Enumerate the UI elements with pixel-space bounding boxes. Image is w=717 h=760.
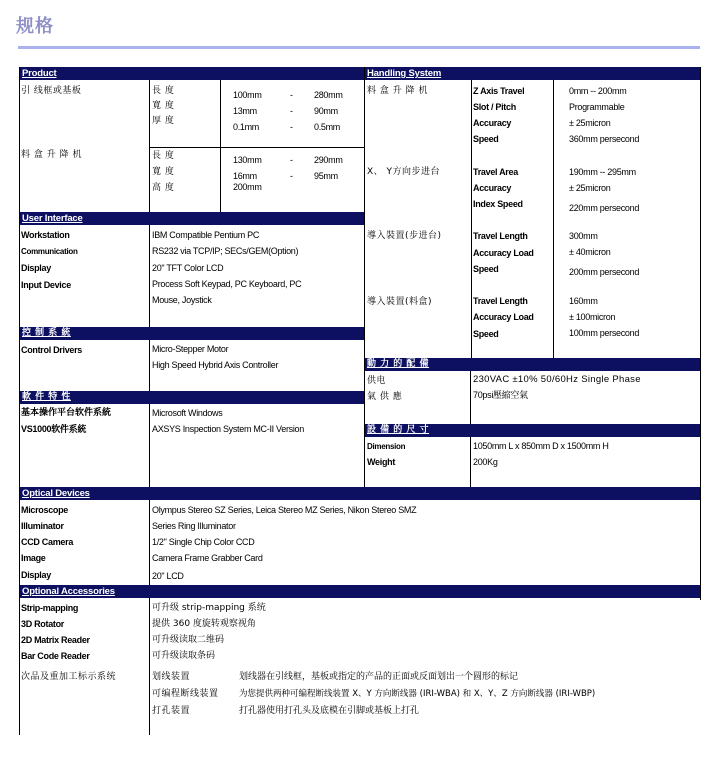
- control-drivers-value: High Speed Hybrid Axis Controller: [152, 360, 279, 370]
- optical-image-value: Camera Frame Grabber Card: [152, 553, 263, 563]
- dimensions-header: 設 備 的 尺 寸: [364, 424, 700, 437]
- accessory-3d-rotator-value: 提供 360 度旋转观察视角: [152, 619, 256, 629]
- handling-magazine-elevator-label: 料 盒 升 降 机: [367, 86, 428, 96]
- software-vs1000-label: VS1000软件系統: [21, 424, 87, 434]
- product-row1-min: 100mm: [233, 90, 262, 100]
- handling-item-value: 0mm -- 200mm: [569, 86, 627, 96]
- optical-illuminator-label: Illuminator: [21, 521, 64, 531]
- user-interface-header: User Interface: [19, 212, 364, 225]
- handling-header: Handling System: [364, 67, 700, 80]
- page-title: 规格: [16, 16, 54, 37]
- product-row1-max: 90mm: [314, 106, 338, 116]
- handling-xy-stage-label: X、 Y方向步进台: [367, 167, 441, 177]
- center-divider: [364, 67, 365, 487]
- product-row1-label: 引 线框或基板: [21, 86, 82, 96]
- dimension-label: Dimension: [367, 442, 406, 451]
- handling-item-name: Speed: [473, 329, 499, 339]
- handling-loader-stage-label: 導入裝置(步进台): [367, 231, 442, 241]
- handling-item-value: 190mm -- 295mm: [569, 167, 636, 177]
- handling-value-divider: [553, 80, 554, 358]
- weight-label: Weight: [367, 457, 396, 467]
- handling-loader-magazine-label: 導入裝置(料盒): [367, 297, 433, 307]
- accessory-barcode-label: Bar Code Reader: [21, 651, 90, 661]
- optical-display-value: 20" LCD: [152, 571, 184, 581]
- handling-item-name: Accuracy Load: [473, 312, 534, 322]
- air-supply-value: 70psi壓縮空氣: [473, 390, 528, 400]
- product-row1-max: 0.5mm: [314, 122, 341, 132]
- accessory-barcode-value: 可升级读取条码: [152, 651, 216, 661]
- handling-item-name: Accuracy Load: [473, 248, 534, 258]
- left-column-divider: [149, 80, 150, 212]
- handling-item-name: Speed: [473, 134, 499, 144]
- accessory-3d-rotator-label: 3D Rotator: [21, 619, 65, 629]
- handling-item-value: 220mm persecond: [569, 203, 640, 213]
- handling-item-value: 200mm persecond: [569, 267, 640, 277]
- accessory-2d-matrix-value: 可升级读取二维码: [152, 635, 225, 645]
- product-row1-min: 0.1mm: [233, 122, 260, 132]
- power-supply-value: 230VAC ±10% 50/60Hz Single Phase: [473, 374, 641, 385]
- handling-item-value: 160mm: [569, 296, 598, 306]
- range-dash: -: [290, 155, 293, 165]
- title-divider: [18, 46, 700, 49]
- table-border-right: [700, 67, 701, 600]
- left-column-divider: [149, 340, 150, 391]
- product-row2-height-label: 高 度: [152, 183, 175, 193]
- control-drivers-label: Control Drivers: [21, 345, 83, 355]
- handling-item-name: Accuracy: [473, 183, 512, 193]
- marking-system-label: 次品及重加工标示系统: [21, 672, 117, 682]
- product-row1-width-label: 寬 度: [152, 101, 175, 111]
- handling-item-name: Accuracy: [473, 118, 512, 128]
- software-os-label: 基本操作平台软件系統: [21, 408, 112, 418]
- accessories-header: Optional Accessories: [19, 585, 700, 598]
- product-row2-max: 290mm: [314, 155, 343, 165]
- handling-item-value: 360mm persecond: [569, 134, 640, 144]
- power-divider: [470, 371, 471, 424]
- product-header: Product: [19, 67, 364, 80]
- accessory-strip-mapping-label: Strip-mapping: [21, 603, 79, 613]
- accessory-2d-matrix-label: 2D Matrix Reader: [21, 635, 90, 645]
- marking-item-desc: 划线器在引线框，基板或指定的产品的正面或反面划出一个圆形的标记: [239, 672, 519, 682]
- optical-header: Optical Devices: [19, 487, 700, 500]
- optical-microscope-label: Microscope: [21, 505, 69, 515]
- left-column-divider: [149, 225, 150, 327]
- control-system-header: 控 制 系 統: [19, 327, 364, 340]
- ui-workstation-label: Workstation: [21, 230, 70, 240]
- handling-item-value: ± 25micron: [569, 118, 611, 128]
- product-row1-max: 280mm: [314, 90, 343, 100]
- marking-item-name: 划线装置: [152, 672, 191, 682]
- marking-item-desc: 打孔器使用打孔头及底模在引脚或基板上打孔: [239, 706, 420, 716]
- product-row1-thickness-label: 厚 度: [152, 116, 175, 126]
- optical-image-label: Image: [21, 553, 46, 563]
- ui-workstation-value: IBM Compatible Pentium PC: [152, 230, 260, 240]
- marking-item-desc: 为您提供两种可编程断线装置 X、Y 方向断线器 (IRI-WBA) 和 X、Y、Z 方向断线器 (IRI-WBP): [239, 689, 596, 699]
- optical-illuminator-value: Series Ring Illuminator: [152, 521, 236, 531]
- software-vs1000-value: AXSYS Inspection System MC-II Version: [152, 424, 304, 434]
- product-row2-min: 16mm: [233, 171, 257, 181]
- product-row2-max: 95mm: [314, 171, 338, 181]
- software-header: 軟 件 特 性: [19, 391, 364, 404]
- optical-ccd-camera-value: 1/2" Single Chip Color CCD: [152, 537, 255, 547]
- handling-item-value: Programmable: [569, 102, 625, 112]
- product-row2-min: 200mm: [233, 182, 262, 192]
- power-header: 動 力 的 配 備: [364, 358, 700, 371]
- dimensions-divider: [470, 437, 471, 487]
- accessory-strip-mapping-value: 可升级 strip-mapping 系统: [152, 603, 266, 613]
- left-column-divider: [149, 404, 150, 487]
- weight-value: 200Kg: [473, 457, 498, 467]
- left-column-divider: [149, 500, 150, 585]
- product-row2-width-label: 寬 度: [152, 167, 175, 177]
- handling-item-value: 100mm persecond: [569, 328, 640, 338]
- handling-item-name: Slot / Pitch: [473, 102, 516, 112]
- product-inner-divider: [220, 80, 221, 212]
- product-row1-min: 13mm: [233, 106, 257, 116]
- air-supply-label: 氣 供 應: [367, 392, 403, 402]
- handling-item-name: Speed: [473, 264, 499, 274]
- handling-item-divider: [471, 80, 472, 358]
- handling-item-name: Travel Length: [473, 296, 528, 306]
- control-drivers-value: Micro-Stepper Motor: [152, 344, 229, 354]
- ui-input-device-label: Input Device: [21, 280, 71, 290]
- ui-communication-label: Communication: [21, 247, 78, 256]
- ui-display-label: Display: [21, 263, 51, 273]
- handling-item-name: Travel Area: [473, 167, 518, 177]
- software-os-value: Microsoft Windows: [152, 408, 223, 418]
- product-row2-min: 130mm: [233, 155, 262, 165]
- handling-item-name: Z Axis Travel: [473, 86, 525, 96]
- optical-microscope-value: Olympus Stereo SZ Series, Leica Stereo MZ Series, Nikon Stereo SMZ: [152, 505, 417, 515]
- marking-item-name: 可编程断线装置: [152, 689, 219, 699]
- ui-input-device-value-2: Mouse, Joystick: [152, 295, 212, 305]
- range-dash: -: [290, 90, 293, 100]
- optical-ccd-camera-label: CCD Camera: [21, 537, 74, 547]
- product-row1-length-label: 長 度: [152, 86, 175, 96]
- range-dash: -: [290, 171, 293, 181]
- power-supply-label: 供电: [367, 376, 387, 386]
- optical-display-label: Display: [21, 570, 51, 580]
- marking-item-name: 打孔装置: [152, 706, 191, 716]
- handling-item-value: ± 25micron: [569, 183, 611, 193]
- ui-input-device-value: Process Soft Keypad, PC Keyboard, PC: [152, 279, 302, 289]
- handling-item-value: ± 100micron: [569, 312, 616, 322]
- dimension-value: 1050mm L x 850mm D x 1500mm H: [473, 441, 609, 451]
- handling-item-name: Travel Length: [473, 231, 528, 241]
- left-column-divider: [149, 598, 150, 735]
- product-row2-label: 料 盒 升 降 机: [21, 150, 82, 160]
- handling-item-name: Index Speed: [473, 199, 523, 209]
- table-border-left: [19, 67, 20, 735]
- handling-item-value: 300mm: [569, 231, 598, 241]
- product-row-divider: [149, 147, 364, 148]
- ui-display-value: 20" TFT Color LCD: [152, 263, 224, 273]
- range-dash: -: [290, 122, 293, 132]
- range-dash: -: [290, 106, 293, 116]
- product-row2-length-label: 長 度: [152, 151, 175, 161]
- handling-item-value: ± 40micron: [569, 247, 611, 257]
- ui-communication-value: RS232 via TCP/IP; SECs/GEM(Option): [152, 246, 299, 256]
